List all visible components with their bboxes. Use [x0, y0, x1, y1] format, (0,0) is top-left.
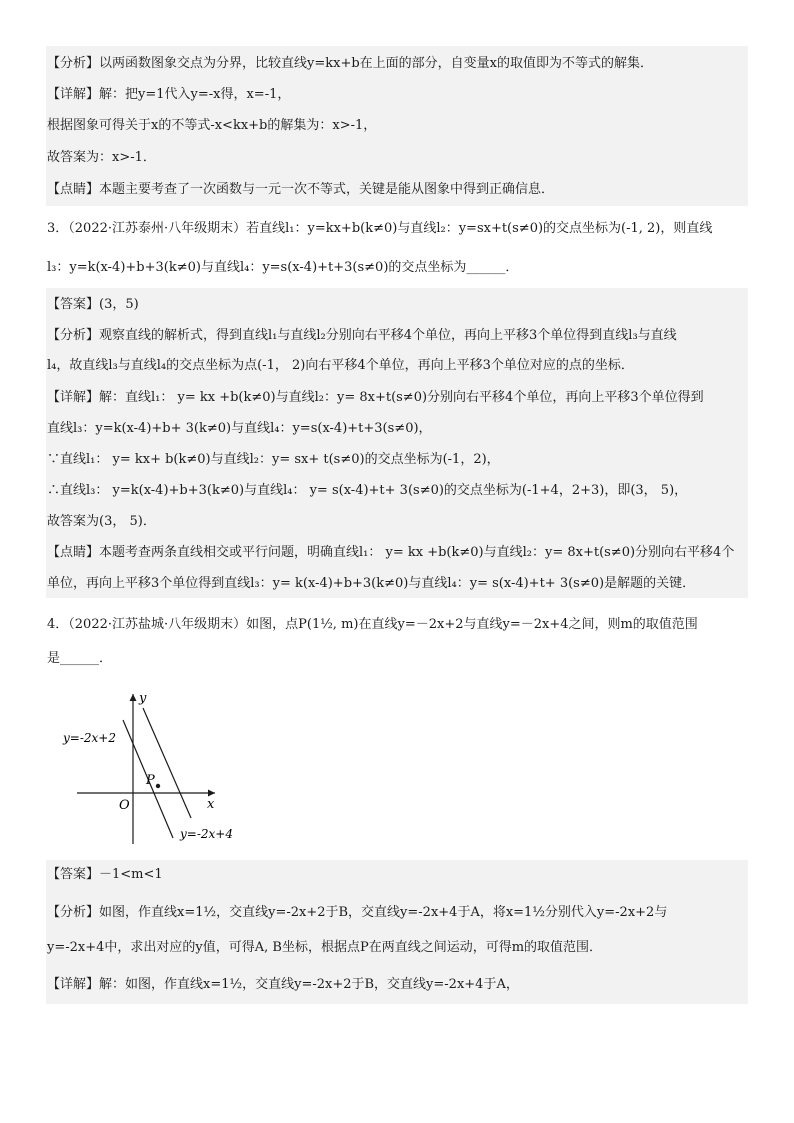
- x-axis-label: x: [207, 797, 215, 812]
- detail-line: 根据图象可得关于x的不等式-x<kx+b的解集为：x>-1，: [47, 118, 377, 133]
- point-p: [156, 784, 160, 788]
- comment-line: 【点睛】本题考查两条直线相交或平行问题，明确直线l₁： y= kx +b(k≠0)与直线l₂：y= 8x+t(s≠0)分别向右平移4个: [47, 545, 735, 560]
- analysis-line: 【分析】如图，作直线x=1½，交直线y=-2x+2于B，交直线y=-2x+4于A，将x=1½分别代入y=-2x+2与: [47, 905, 668, 920]
- coordinate-figure: [55, 686, 255, 856]
- analysis-line: y=-2x+4中，求出对应的y值，可得A, B坐标，根据点P在两直线之间运动，可得m的取值范围．: [47, 940, 603, 955]
- line-label-a: y=-2x+2: [63, 731, 116, 745]
- comment-line: 【点睛】本题主要考查了一次函数与一元一次不等式，关键是能从图象中得到正确信息．: [47, 182, 555, 197]
- answer-line: 【答案】(3，5): [47, 297, 139, 312]
- question-4-line-1: 4．（2022·江苏盐城·八年级期末）如图，点P(1½, m)在直线y=－2x+2与直线y=－2x+4之间，则m的取值范围: [47, 617, 698, 632]
- detail-line: 【详解】解：直线l₁： y= kx +b(k≠0)与直线l₂：y= 8x+t(s≠0)分别向右平移4个单位，再向上平移3个单位得到: [47, 390, 704, 405]
- detail-line: 直线l₃：y=k(x-4)+b+ 3(k≠0)与直线l₄：y=s(x-4)+t+3(s≠0)，: [47, 421, 432, 436]
- line-y-2x4: [143, 708, 191, 818]
- comment-line: 单位，再向上平移3个单位得到直线l₃：y= k(x-4)+b+3(k≠0)与直线l₄：y= s(x-4)+t+ 3(s≠0)是解题的关键．: [47, 576, 696, 591]
- detail-line: ∴直线l₃： y=k(x-4)+b+3(k≠0)与直线l₄： y= s(x-4)+t+ 3(s≠0)的交点坐标为(-1+4，2+3)，即(3， 5)，: [47, 483, 688, 498]
- line-label-b: y=-2x+4: [180, 827, 233, 841]
- analysis-line: l₄，故直线l₃与直线l₄的交点坐标为点(-1， 2)向右平移4个单位，再向上平移3个单位对应的点的坐标．: [47, 358, 634, 373]
- question-3-line-2: l₃：y=k(x-4)+b+3(k≠0)与直线l₄：y=s(x-4)+t+3(s≠0)的交点坐标为______．: [47, 260, 519, 275]
- conclusion-line: 故答案为(3， 5)．: [47, 514, 156, 529]
- detail-line: 【详解】解：把y=1代入y=-x得，x=-1，: [47, 87, 291, 102]
- y-axis-label: y: [139, 691, 147, 706]
- analysis-line: 【分析】观察直线的解析式，得到直线l₁与直线l₂分别向右平移4个单位，再向上平移3个单位得到直线l₃与直线: [47, 328, 677, 343]
- analysis-line: 【分析】以两函数图象交点为分界，比较直线y=kx+b在上面的部分，自变量x的取值即为不等式的解集．: [47, 56, 653, 71]
- conclusion-line: 故答案为：x>-1．: [47, 150, 156, 165]
- origin-label: O: [119, 798, 130, 813]
- answer-line: 【答案】－1<m<1: [47, 867, 163, 882]
- question-3-line-1: 3．（2022·江苏泰州·八年级期末）若直线l₁：y=kx+b(k≠0)与直线l₂：y=sx+t(s≠0)的交点坐标为(-1, 2)，则直线: [47, 221, 713, 236]
- detail-line: ∵直线l₁： y= kx+ b(k≠0)与直线l₂：y= sx+ t(s≠0)的交点坐标为(-1，2)，: [47, 452, 500, 467]
- question-4-line-2: 是______．: [47, 651, 113, 666]
- point-p-label: P: [146, 773, 155, 788]
- detail-line: 【详解】解：如图，作直线x=1½，交直线y=-2x+2于B，交直线y=-2x+4于A，: [47, 977, 519, 992]
